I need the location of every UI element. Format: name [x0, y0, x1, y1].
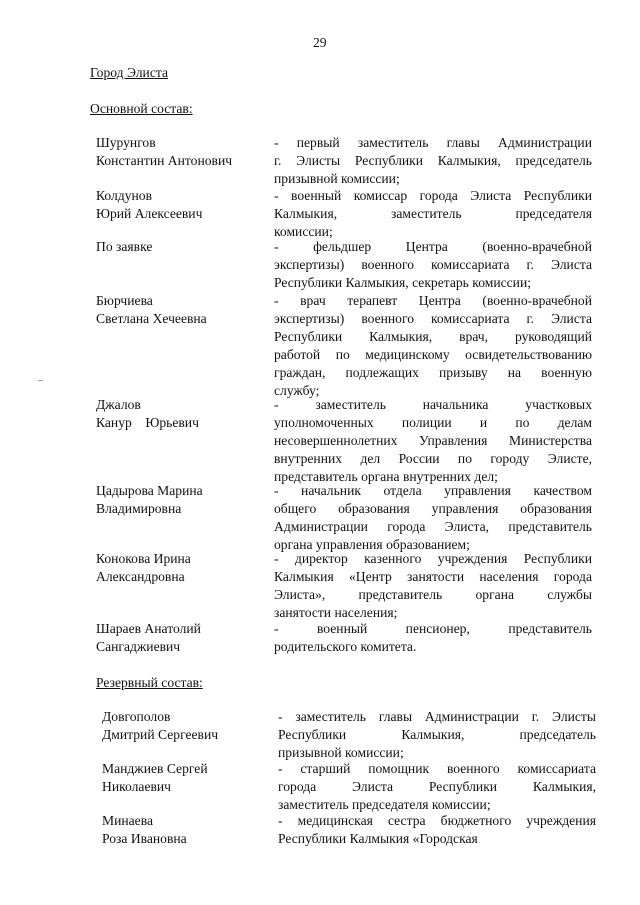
- member-role-line: экспертизы) военного комиссариата г. Элиста: [274, 257, 592, 272]
- member-given-name: Владимировна: [96, 501, 182, 516]
- member-surname: Конокова Ирина: [96, 551, 191, 566]
- member-role-line: граждан, подлежащих призыву на военную: [274, 365, 592, 380]
- member-role-line: - фельдшер Центра (военно-врачебной: [274, 239, 592, 254]
- member-role-line: - заместитель главы Администрации г. Элисты: [278, 709, 596, 724]
- member-role-line: - врач терапевт Центра (военно-врачебной: [274, 293, 592, 308]
- member-given-name: Светлана Хечеевна: [96, 311, 207, 326]
- member-role-line: работой по медицинскому освидетельствованию: [274, 347, 592, 362]
- member-surname: Шараев Анатолий: [96, 621, 201, 636]
- city-heading: Город Элиста: [90, 65, 169, 80]
- member-role-line: г. Элисты Республики Калмыкия, председатель: [274, 153, 592, 168]
- member-given-name: Канур Юрьевич: [96, 415, 199, 430]
- member-given-name: Сангаджиевич: [96, 639, 181, 654]
- member-given-name: Юрий Алексеевич: [96, 206, 203, 221]
- member-role-line: несовершеннолетних Управления Министерства: [274, 433, 592, 448]
- member-role-line: города Элиста Республики Калмыкия,: [278, 779, 596, 794]
- member-role-line: - военный комиссар города Элиста Республики: [274, 188, 592, 203]
- member-role-line: - старший помощник военного комиссариата: [278, 761, 596, 776]
- member-role-line: Калмыкия «Центр занятости населения города: [274, 569, 592, 584]
- member-role-line: родительского комитета.: [274, 639, 417, 654]
- member-role-line: занятости населения;: [274, 605, 398, 620]
- member-given-name: Роза Ивановна: [102, 831, 187, 846]
- member-role-line: Калмыкия, заместитель председателя: [274, 206, 592, 221]
- member-surname: Довгополов: [102, 709, 171, 724]
- margin-mark: [38, 380, 43, 381]
- member-role-line: Республики Калмыкия, врач, руководящий: [274, 329, 592, 344]
- member-role-line: Администрации города Элиста, представитель: [274, 519, 592, 534]
- member-role-line: комиссии;: [274, 224, 333, 239]
- member-given-name: Николаевич: [102, 779, 172, 794]
- member-role-line: - военный пенсионер, представитель: [274, 621, 592, 636]
- member-given-name: Дмитрий Сергеевич: [102, 727, 219, 742]
- member-role-line: общего образования управления образования: [274, 501, 592, 516]
- member-role-line: призывной комиссии;: [274, 171, 400, 186]
- member-role-line: - первый заместитель главы Администрации: [274, 135, 592, 150]
- member-surname: Шурунгов: [96, 135, 156, 150]
- member-surname: Колдунов: [96, 188, 152, 203]
- member-surname: Манджиев Сергей: [102, 761, 208, 776]
- member-surname: Минаева: [102, 813, 153, 828]
- member-given-name: Константин Антонович: [96, 153, 233, 168]
- member-surname: Цадырова Марина: [96, 483, 203, 498]
- reserve-composition-heading: Резервный состав:: [96, 675, 203, 690]
- page-number: 29: [313, 35, 327, 50]
- member-role-line: - медицинская сестра бюджетного учреждения: [278, 813, 596, 828]
- member-role-line: Республики Калмыкия, председатель: [278, 727, 596, 742]
- member-role-line: органа управления образованием;: [274, 537, 470, 552]
- member-role-line: заместитель председателя комиссии;: [278, 797, 491, 812]
- member-surname: Бюрчиева: [96, 293, 153, 308]
- member-role-line: службу;: [274, 383, 320, 398]
- member-role-line: внутренних дел России по городу Элисте,: [274, 451, 592, 466]
- member-role-line: - начальник отдела управления качеством: [274, 483, 592, 498]
- member-role-line: экспертизы) военного комиссариата г. Элиста: [274, 311, 592, 326]
- member-given-name: Александровна: [96, 569, 185, 584]
- member-role-line: - директор казенного учреждения Республики: [274, 551, 592, 566]
- member-role-line: Республики Калмыкия «Городская: [278, 831, 478, 846]
- member-surname: По заявке: [96, 239, 153, 254]
- member-role-line: - заместитель начальника участковых: [274, 397, 592, 412]
- member-role-line: представитель органа внутренних дел;: [274, 469, 498, 484]
- member-role-line: уполномоченных полиции и по делам: [274, 415, 592, 430]
- main-composition-heading: Основной состав:: [90, 101, 193, 116]
- member-role-line: призывной комиссии;: [278, 745, 404, 760]
- member-role-line: Республики Калмыкия, секретарь комиссии;: [274, 275, 532, 290]
- member-role-line: Элиста», представитель органа службы: [274, 587, 592, 602]
- member-surname: Джалов: [96, 397, 141, 412]
